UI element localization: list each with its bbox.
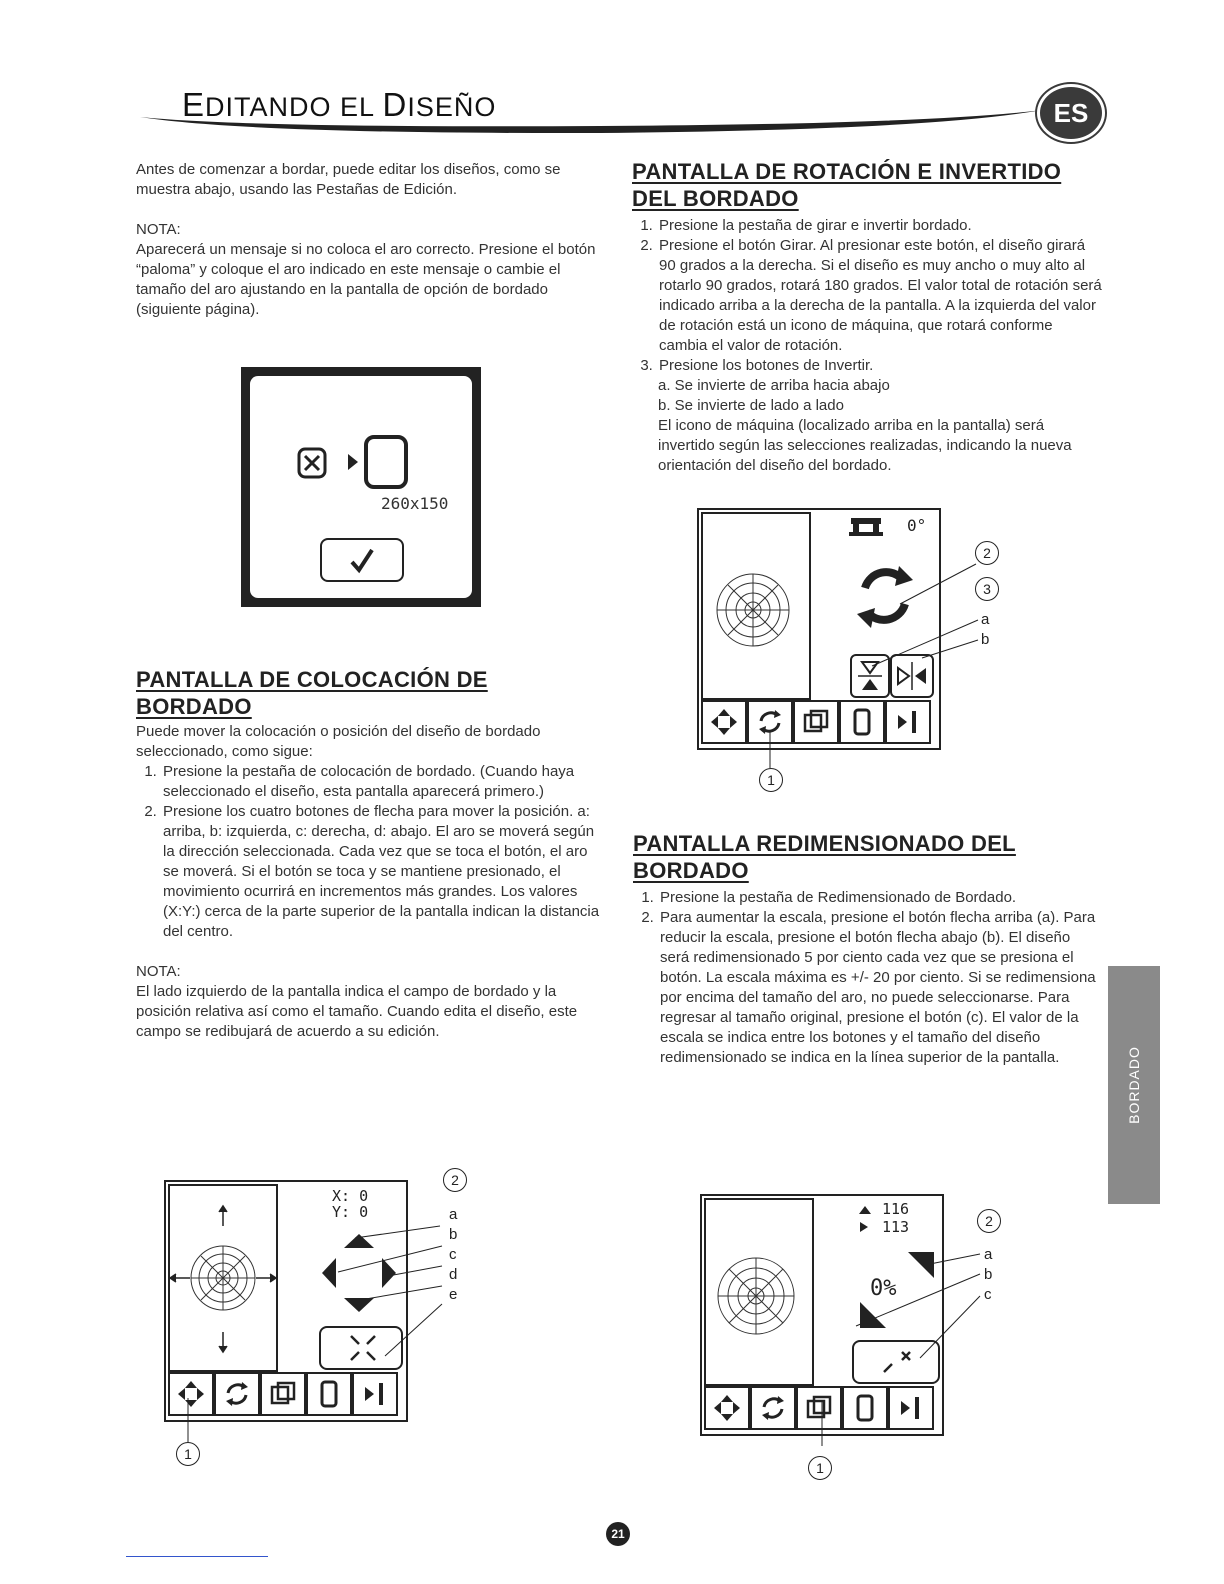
width-value: 113: [882, 1218, 910, 1236]
list-item: 1. Presione la pestaña de colocación de bordado. (Cuando haya seleccionado el diseño, esta pantalla aparecerá primero.): [161, 762, 606, 802]
tab-placement[interactable]: [704, 1386, 750, 1430]
callout-2: 2: [977, 1209, 1001, 1233]
rotation-leader-lines: [690, 540, 990, 780]
size-direction-icons: [858, 1204, 872, 1234]
resize-section: [633, 830, 1103, 1068]
x-value: X: 0: [332, 1187, 369, 1205]
letter-b: b: [984, 1266, 993, 1283]
callout-1: 1: [808, 1456, 832, 1480]
language-badge: ES: [1037, 84, 1105, 142]
letter-a: a: [449, 1206, 458, 1223]
design-size: [882, 1200, 909, 1236]
list-item: 2. Para aumentar la escala, presione el botón flecha arriba (a). Para reducir la escala, presione el botón flecha abajo (b). El diseño será redimensionado 5 por ciento cada vez que se presiona el botón. La escala máxima es +/- 20 por ciento. Si se redimensiona por encima del tamaño del aro, no puede seleccionarse. Para regresar al tamaño original, presione el botón (c). El valor de la escala se indica entre los botones y el tamaño del diseño redimensionado se indica en la línea superior de la pantalla.: [658, 908, 1103, 1068]
move-arrows-icon: [712, 1393, 742, 1423]
embroidery-field: [704, 1198, 814, 1386]
placement-steps: [136, 762, 606, 942]
callout-2: 2: [443, 1168, 467, 1192]
note-text: Aparecerá un mensaje si no coloca el aro correcto. Presione el botón “paloma” y coloque el aro indicado en este mensaje o cambie el tamaño del aro ajustando en la pantalla de opción de bordado (siguiente página).: [136, 241, 596, 318]
intro-block: [136, 160, 596, 320]
placement-leader-lines: [180, 1180, 470, 1470]
hoop-size-label: 260x150: [381, 494, 449, 513]
machine-icon: [847, 514, 887, 538]
placement-heading: PANTALLA DE COLOCACIÓN DE BORDADO: [136, 667, 488, 719]
hoop-dialog-screen: [241, 367, 481, 607]
intro-paragraph: Antes de comenzar a bordar, puede editar los diseños, como se muestra abajo, usando las Pestañas de Edición.: [136, 161, 561, 198]
tab-rotate[interactable]: [750, 1386, 796, 1430]
rotation-angle: 0°: [907, 516, 927, 535]
scale-value: 0%: [870, 1276, 897, 1301]
letter-a: a: [984, 1246, 993, 1263]
list-item: 1. Presione la pestaña de Redimensionado de Bordado.: [658, 888, 1103, 908]
check-icon: [347, 546, 377, 574]
callout-1: 1: [176, 1442, 200, 1466]
page-title: EDITANDO EL DISEÑO: [182, 86, 497, 123]
resize-leader-lines: [800, 1240, 1000, 1460]
callout-1: 1: [759, 768, 783, 792]
letter-a: a: [981, 611, 990, 628]
invert-options: [632, 376, 1102, 416]
letter-e: e: [449, 1286, 458, 1303]
note-text: El lado izquierdo de la pantalla indica el campo de bordado y la posición relativa así como el tamaño. Cuando edita el diseño, este campo se redibujará de acuerdo a su edición.: [136, 983, 578, 1040]
letter-b: b: [981, 631, 990, 648]
list-item: a. Se invierte de arriba hacia abajo: [658, 377, 890, 394]
resize-steps: [633, 888, 1103, 1068]
letter-c: c: [984, 1286, 992, 1303]
list-item: b. Se invierte de lado a lado: [658, 397, 844, 414]
rotation-steps: [632, 216, 1102, 376]
rotation-section: [632, 158, 1102, 476]
rotate-icon: [758, 1393, 788, 1423]
list-item: 1. Presione la pestaña de girar e invertir bordado.: [657, 216, 1102, 236]
rotation-after-text: El icono de máquina (localizado arriba en la pantalla) será invertido según las selecciones realizadas, indicando la nueva orientación del diseño del bordado.: [658, 417, 1072, 474]
resize-heading: PANTALLA REDIMENSIONADO DEL BORDADO: [633, 831, 1016, 883]
height-value: 116: [882, 1200, 910, 1218]
design-preview: [706, 1200, 812, 1384]
rotation-heading: PANTALLA DE ROTACIÓN E INVERTIDO DEL BORDADO: [632, 159, 1062, 211]
callout-3: 3: [975, 577, 999, 601]
list-item: 2. Presione el botón Girar. Al presionar este botón, el diseño girará 90 grados a la derecha. Si el diseño es muy ancho o muy alto al rotarlo 90 grados, rotará 180 grados. El valor total de rotación será indicado arriba a la derecha de la pantalla. A la izquierda del valor de rotación está un icono de máquina, que rotará conforme cambia el valor de rotación.: [657, 236, 1102, 356]
confirm-button[interactable]: [320, 538, 404, 582]
placement-intro: Puede mover la colocación o posición del diseño de bordado seleccionado, como sigue:: [136, 723, 541, 760]
placement-section: [136, 666, 606, 1042]
section-side-tab: BORDADO: [1108, 966, 1160, 1204]
list-item: 3. Presione los botones de Invertir.: [657, 356, 1102, 376]
footer-rule: [126, 1556, 268, 1557]
y-value: Y: 0: [332, 1203, 369, 1221]
letter-c: c: [449, 1246, 457, 1263]
note-label: NOTA:: [136, 963, 181, 980]
callout-2: 2: [975, 541, 999, 565]
list-item: 2. Presione los cuatro botones de flecha para mover la posición. a: arriba, b: izquierda, c: derecha, d: abajo. El aro se moverá según la dirección seleccionada. Cada vez que se toca el botón, el aro se moverá. Si el botón se toca y se mantiene presionado, el movimiento ocurrirá en incrementos más grandes. Los valores (X:Y:) cerca de la parte superior de la pantalla indican la distancia del centro.: [161, 802, 606, 942]
letter-d: d: [449, 1266, 458, 1283]
note-label: NOTA:: [136, 221, 181, 238]
hoop-change-icon: [296, 432, 436, 492]
title-swoosh: [130, 100, 1050, 136]
page-number: 21: [606, 1522, 630, 1546]
letter-b: b: [449, 1226, 458, 1243]
